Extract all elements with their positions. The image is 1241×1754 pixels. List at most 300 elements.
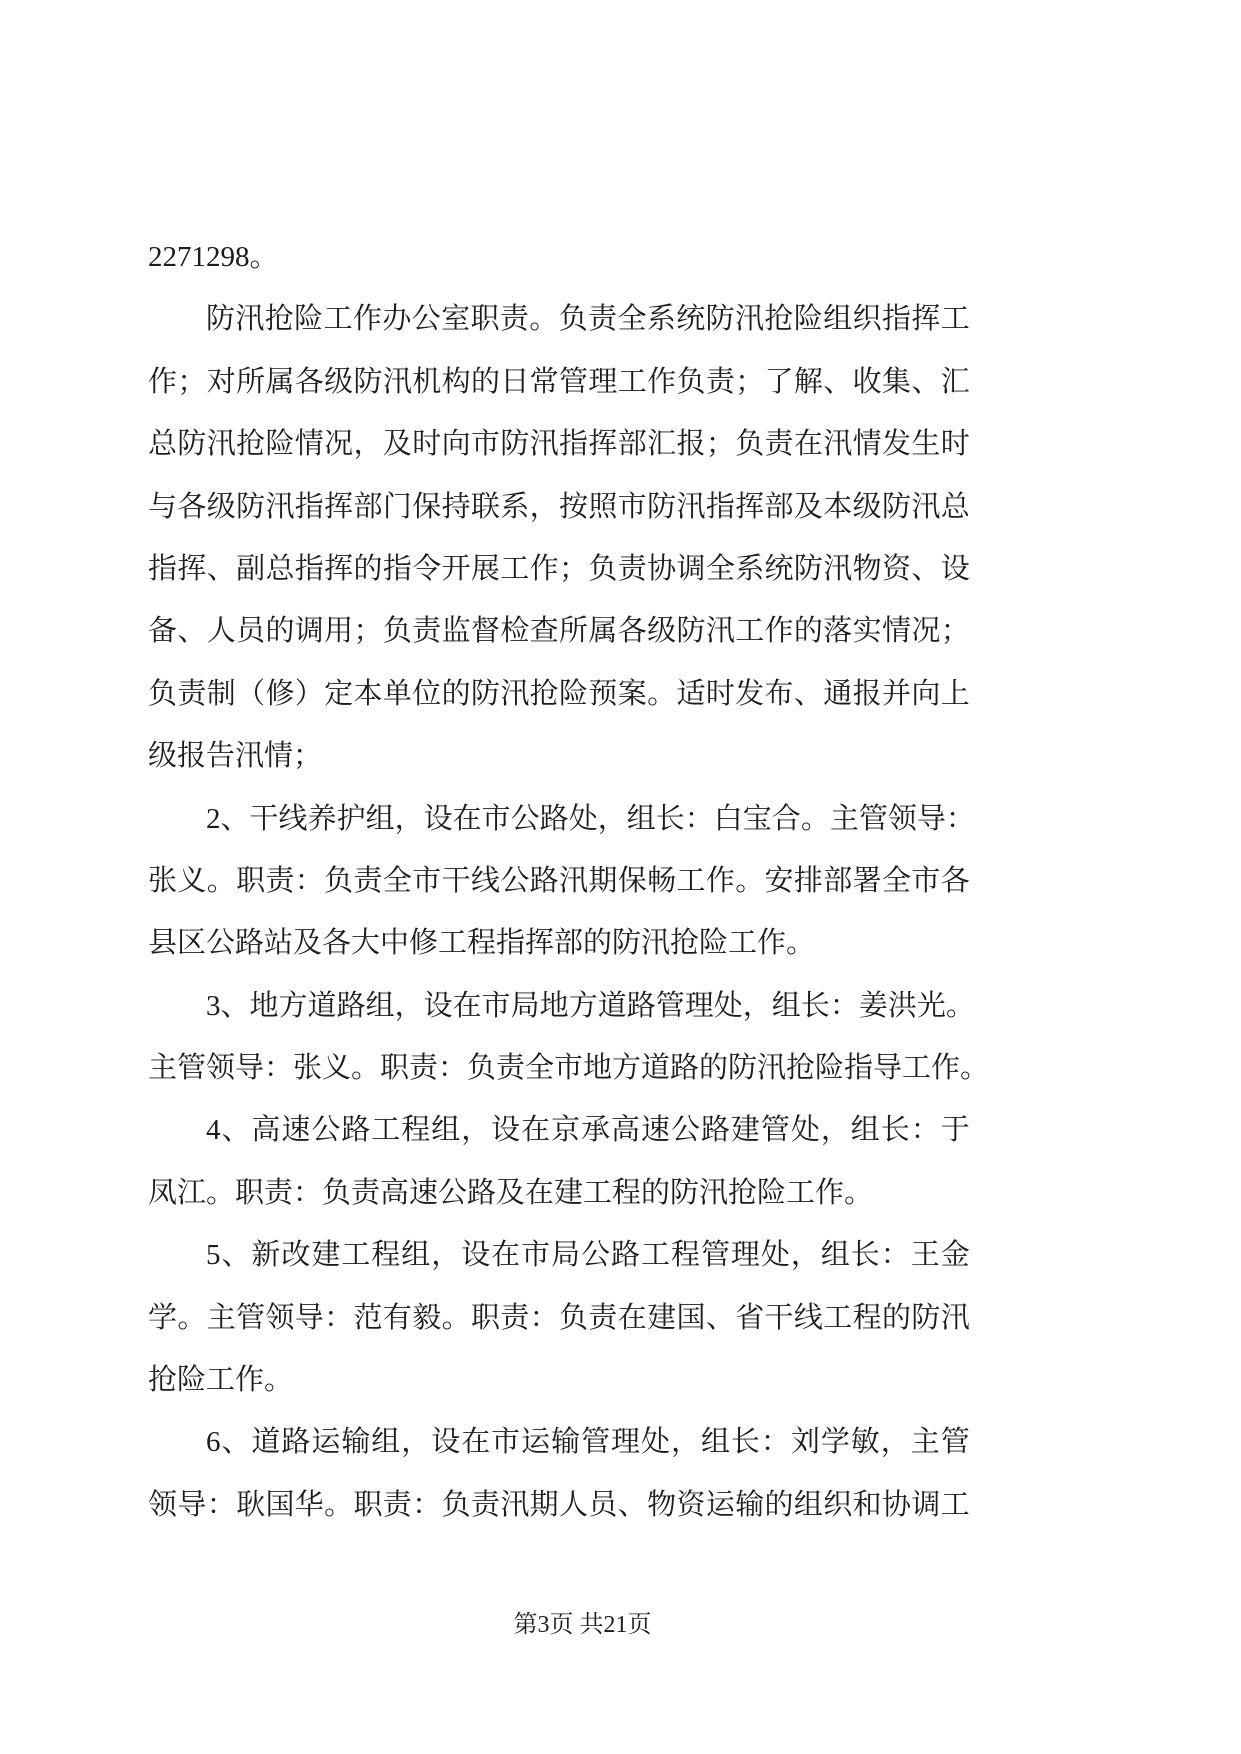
glyph: 工 [617, 365, 647, 398]
glyph: 路 [336, 989, 366, 1022]
glyph: 3 [206, 989, 221, 1022]
glyph: 所 [559, 615, 589, 648]
glyph: 华 [294, 1488, 324, 1521]
glyph: 署 [852, 864, 882, 897]
glyph: 挥 [177, 552, 207, 585]
glyph: 管 [236, 1301, 266, 1334]
glyph: 新 [251, 1239, 281, 1272]
glyph: 长 [655, 802, 685, 835]
glyph: 设 [431, 1426, 461, 1459]
glyph: 管 [559, 365, 589, 398]
glyph: 路 [626, 989, 656, 1022]
glyph: 组 [823, 303, 853, 336]
glyph: 及 [793, 490, 823, 523]
glyph: 防 [881, 490, 911, 523]
glyph: 公 [311, 1114, 341, 1147]
glyph: 级 [852, 490, 882, 523]
glyph: 和 [852, 1488, 882, 1521]
glyph: 工 [371, 1114, 401, 1147]
glyph: 路 [700, 1114, 730, 1147]
glyph: 系 [500, 490, 530, 523]
glyph: 程 [670, 1239, 700, 1272]
glyph: 工 [735, 615, 765, 648]
glyph: 的 [441, 677, 471, 710]
glyph: 责 [500, 1301, 530, 1334]
glyph: 的 [265, 615, 295, 648]
glyph: 备 [148, 615, 178, 648]
glyph: 保 [617, 864, 647, 897]
glyph: 防 [500, 428, 530, 461]
glyph: 线 [470, 864, 500, 897]
glyph: 管 [655, 989, 685, 1022]
text-line [148, 351, 970, 413]
glyph: 汛 [823, 428, 853, 461]
glyph: 发 [735, 677, 765, 710]
glyph: 、 [221, 1239, 251, 1272]
paragraph-phone-number [148, 226, 970, 288]
glyph: 所 [236, 365, 266, 398]
glyph: ： [206, 1488, 236, 1521]
glyph: 人 [206, 615, 236, 648]
glyph: 属 [588, 615, 618, 648]
glyph: 、 [220, 989, 250, 1022]
glyph: 5 [206, 1239, 221, 1272]
glyph: 输 [551, 1426, 581, 1459]
glyph: 管 [760, 1114, 790, 1147]
glyph: 运 [705, 1488, 735, 1521]
glyph: 市 [617, 490, 647, 523]
glyph: 部 [764, 490, 794, 523]
glyph: 方 [568, 989, 598, 1022]
glyph: 作 [705, 864, 735, 897]
glyph: 在 [452, 802, 482, 835]
glyph: 防 [705, 303, 735, 336]
glyph: 速 [281, 1114, 311, 1147]
glyph: 各 [617, 615, 647, 648]
glyph: 责 [353, 864, 383, 897]
glyph: 长 [730, 1426, 760, 1459]
glyph: 、 [793, 677, 823, 710]
glyph: 作 [529, 552, 559, 585]
glyph: 设 [461, 1239, 491, 1272]
glyph: 各 [940, 864, 970, 897]
glyph: 实 [852, 615, 882, 648]
text-line [148, 288, 970, 350]
glyph: 公 [510, 802, 540, 835]
paragraph-road-transport-group [148, 1411, 970, 1536]
glyph: ） [294, 677, 324, 710]
glyph: 市 [491, 1426, 521, 1459]
text-line: 主管领导：张义。职责：负责全市地方道路的防汛抢险指导工作。 [148, 1052, 990, 1085]
glyph: 市 [481, 989, 511, 1022]
glyph: 、 [177, 615, 207, 648]
glyph: 洪 [887, 989, 917, 1022]
glyph: 员 [236, 615, 266, 648]
glyph: 副 [236, 552, 266, 585]
glyph: 承 [581, 1114, 611, 1147]
glyph: 长 [800, 989, 830, 1022]
glyph: 按 [559, 490, 589, 523]
glyph: 指 [881, 303, 911, 336]
glyph: 况 [911, 615, 941, 648]
glyph: 。 [529, 303, 559, 336]
glyph: ； [559, 552, 589, 585]
glyph: 险 [559, 677, 589, 710]
glyph: 线 [793, 1301, 823, 1334]
glyph: ： [910, 1114, 940, 1147]
glyph: ； [705, 428, 735, 461]
glyph: 时 [412, 428, 442, 461]
glyph: 责 [470, 1488, 500, 1521]
glyph: ； [353, 615, 383, 648]
glyph: 排 [793, 864, 823, 897]
glyph: 在 [521, 1114, 551, 1147]
glyph: 长 [880, 1114, 910, 1147]
glyph: 、 [705, 1301, 735, 1334]
glyph: 。 [441, 1301, 471, 1334]
glyph: 监 [441, 615, 471, 648]
glyph: 汇 [940, 365, 970, 398]
glyph: 领 [887, 802, 917, 835]
glyph: 在 [452, 989, 482, 1022]
glyph: 持 [441, 490, 471, 523]
glyph: 作 [647, 365, 677, 398]
glyph: 部 [617, 428, 647, 461]
glyph: 办 [382, 303, 412, 336]
glyph: 管 [940, 1426, 970, 1459]
glyph: 、 [911, 552, 941, 585]
glyph: 道 [307, 989, 337, 1022]
glyph: 汇 [647, 428, 677, 461]
glyph: 。 [945, 989, 975, 1022]
glyph: 。 [647, 677, 677, 710]
glyph: 京 [551, 1114, 581, 1147]
glyph: 职 [236, 864, 266, 897]
glyph: 防 [470, 677, 500, 710]
glyph: 作 [352, 303, 382, 336]
glyph: 线 [278, 802, 308, 835]
glyph: 挥 [735, 490, 765, 523]
glyph: 组 [626, 802, 656, 835]
glyph: 设 [491, 1114, 521, 1147]
glyph: 工 [940, 1488, 970, 1521]
glyph: 单 [382, 677, 412, 710]
glyph: ， [742, 989, 772, 1022]
glyph: 公 [581, 1239, 611, 1272]
glyph: 责 [265, 864, 295, 897]
glyph: 作 [764, 615, 794, 648]
glyph: 方 [278, 989, 308, 1022]
glyph: 地 [249, 989, 279, 1022]
glyph: 汛 [911, 490, 941, 523]
glyph: 工 [641, 1239, 671, 1272]
glyph: 国 [676, 1301, 706, 1334]
glyph: 责 [499, 303, 529, 336]
glyph: 在 [461, 1426, 491, 1459]
glyph: 。 [324, 1488, 354, 1521]
glyph: 工 [676, 864, 706, 897]
glyph: 汛 [529, 428, 559, 461]
glyph: ： [529, 1301, 559, 1334]
glyph: 长 [850, 1239, 880, 1272]
glyph: 工 [940, 303, 970, 336]
glyph: 管 [858, 802, 888, 835]
glyph: 防 [647, 490, 677, 523]
glyph: 指 [294, 490, 324, 523]
glyph: 工 [341, 1239, 371, 1272]
glyph: 抢 [764, 303, 794, 336]
glyph: 理 [611, 1426, 641, 1459]
glyph: 市 [470, 428, 500, 461]
glyph: 管 [700, 1239, 730, 1272]
glyph: ， [401, 1426, 431, 1459]
glyph: 干 [764, 1301, 794, 1334]
glyph: 的 [470, 365, 500, 398]
glyph: 于 [940, 1114, 970, 1147]
glyph: 组 [850, 1114, 880, 1147]
glyph: 处 [713, 989, 743, 1022]
glyph: 、 [911, 365, 941, 398]
glyph: 路 [281, 1426, 311, 1459]
glyph: 速 [641, 1114, 671, 1147]
glyph: 刘 [790, 1426, 820, 1459]
glyph: 输 [341, 1426, 371, 1459]
glyph: 职 [470, 1301, 500, 1334]
glyph: 指 [559, 428, 589, 461]
glyph: 期 [529, 1488, 559, 1521]
glyph: 4 [206, 1114, 221, 1147]
text-line [148, 850, 970, 912]
glyph: 负 [382, 615, 412, 648]
glyph: 局 [510, 989, 540, 1022]
glyph: 防 [676, 615, 706, 648]
glyph: 建 [311, 1239, 341, 1272]
glyph: 负 [324, 864, 354, 897]
glyph: 时 [705, 677, 735, 710]
glyph: 责 [764, 428, 794, 461]
glyph: 地 [539, 989, 569, 1022]
glyph: 检 [500, 615, 530, 648]
glyph: 防 [177, 428, 207, 461]
glyph: 有 [382, 1301, 412, 1334]
glyph: 处 [641, 1426, 671, 1459]
text-line [148, 788, 975, 850]
glyph: 道 [251, 1426, 281, 1459]
glyph: 、 [617, 1488, 647, 1521]
glyph: 理 [588, 365, 618, 398]
glyph: 汛 [500, 677, 530, 710]
glyph: 组 [700, 1426, 730, 1459]
glyph: 汛 [206, 428, 236, 461]
glyph: 期 [588, 864, 618, 897]
glyph: 路 [539, 802, 569, 835]
glyph: 运 [521, 1426, 551, 1459]
glyph: 干 [441, 864, 471, 897]
glyph: 工 [500, 552, 530, 585]
glyph: 合 [771, 802, 801, 835]
text-line [148, 975, 975, 1037]
text-line: 抢险工作。 [148, 1364, 294, 1397]
glyph: 情 [881, 615, 911, 648]
glyph: 组 [771, 989, 801, 1022]
text-line: 2271298。 [148, 241, 279, 273]
glyph: 责 [705, 365, 735, 398]
glyph: ， [880, 1426, 910, 1459]
glyph: 解 [793, 365, 823, 398]
glyph: 、 [823, 365, 853, 398]
glyph: 负 [148, 677, 178, 710]
glyph: 义 [177, 864, 207, 897]
glyph: 级 [206, 490, 236, 523]
text-line: 县区公路站及各大中修工程指挥部的防汛抢险工作。 [148, 927, 816, 960]
glyph: 挥 [324, 490, 354, 523]
glyph: 公 [500, 864, 530, 897]
glyph: 汛 [735, 303, 765, 336]
glyph: 学 [148, 1301, 178, 1334]
glyph: 汛 [500, 1488, 530, 1521]
glyph: 常 [529, 365, 559, 398]
glyph: 高 [611, 1114, 641, 1147]
glyph: 生 [911, 428, 941, 461]
glyph: 联 [470, 490, 500, 523]
glyph: 公 [411, 303, 441, 336]
glyph: 用 [324, 615, 354, 648]
glyph: ： [324, 1301, 354, 1334]
text-line [148, 1287, 970, 1349]
glyph: 责 [617, 552, 647, 585]
glyph: 与 [148, 490, 178, 523]
glyph: 向 [441, 428, 471, 461]
glyph: ， [670, 1426, 700, 1459]
glyph: 工 [323, 303, 353, 336]
glyph: 向 [911, 677, 941, 710]
glyph: 、 [206, 552, 236, 585]
glyph: 定 [324, 677, 354, 710]
glyph: 负 [588, 552, 618, 585]
glyph: 报 [852, 677, 882, 710]
glyph: 资 [676, 1488, 706, 1521]
glyph: 上 [940, 677, 970, 710]
glyph: 并 [881, 677, 911, 710]
glyph: 负 [735, 428, 765, 461]
glyph: 防 [793, 552, 823, 585]
glyph: 安 [764, 864, 794, 897]
glyph: 令 [412, 552, 442, 585]
glyph: 属 [265, 365, 295, 398]
glyph: 责 [588, 303, 618, 336]
glyph: 抢 [236, 428, 266, 461]
glyph: 养 [307, 802, 337, 835]
glyph: 统 [764, 552, 794, 585]
glyph: 、 [221, 1114, 251, 1147]
glyph: 保 [412, 490, 442, 523]
glyph: 领 [265, 1301, 295, 1334]
glyph: 建 [730, 1114, 760, 1147]
paragraph-local-road-group [148, 975, 990, 1100]
glyph: 理 [730, 1239, 760, 1272]
glyph: 全 [881, 864, 911, 897]
glyph: 部 [823, 864, 853, 897]
document-body [148, 226, 990, 1536]
glyph: 干 [249, 802, 279, 835]
glyph: 组 [820, 1239, 850, 1272]
paragraph-reconstruction-group [148, 1224, 970, 1411]
glyph: 时 [940, 428, 970, 461]
glyph: 市 [911, 864, 941, 897]
glyph: 预 [588, 677, 618, 710]
glyph: ， [461, 1114, 491, 1147]
glyph: 系 [735, 552, 765, 585]
glyph: 汛 [676, 490, 706, 523]
glyph: ， [394, 802, 424, 835]
glyph: 了 [764, 365, 794, 398]
glyph: 对 [206, 365, 236, 398]
glyph: 负 [676, 365, 706, 398]
glyph: 组 [365, 989, 395, 1022]
glyph: 指 [382, 552, 412, 585]
glyph: 光 [916, 989, 946, 1022]
glyph: 情 [852, 428, 882, 461]
glyph: 路 [529, 864, 559, 897]
glyph: 张 [148, 864, 178, 897]
glyph: ： [829, 989, 859, 1022]
glyph: 本 [353, 677, 383, 710]
glyph: 本 [823, 490, 853, 523]
glyph: 汛 [823, 552, 853, 585]
glyph: 系 [646, 303, 676, 336]
text-line [148, 413, 970, 475]
glyph: ： [294, 864, 324, 897]
glyph: 职 [353, 1488, 383, 1521]
glyph: 的 [353, 552, 383, 585]
glyph: 护 [336, 802, 366, 835]
glyph: ： [760, 1426, 790, 1459]
glyph: 的 [793, 615, 823, 648]
page-number-footer: 第3页 共21页 [513, 1612, 652, 1638]
text-line [148, 1411, 970, 1473]
glyph: 6 [206, 1426, 221, 1459]
glyph: 织 [852, 303, 882, 336]
glyph: 的 [881, 1301, 911, 1334]
glyph: 落 [823, 615, 853, 648]
glyph: 在 [491, 1239, 521, 1272]
glyph: 案 [617, 677, 647, 710]
glyph: 级 [324, 365, 354, 398]
glyph: 组 [401, 1239, 431, 1272]
glyph: 全 [382, 864, 412, 897]
glyph: 、 [221, 1426, 251, 1459]
glyph: 处 [568, 802, 598, 835]
glyph: 织 [823, 1488, 853, 1521]
glyph: 市 [412, 864, 442, 897]
glyph: 汛 [705, 615, 735, 648]
glyph: 组 [793, 1488, 823, 1521]
text-line: 凤江。职责：负责高速公路及在建工程的防汛抢险工作。 [148, 1176, 874, 1209]
glyph: 责 [382, 1488, 412, 1521]
glyph: 集 [881, 365, 911, 398]
glyph: 路 [341, 1114, 371, 1147]
paragraph-expressway-group [148, 1099, 970, 1224]
glyph: 挥 [324, 552, 354, 585]
glyph: 局 [551, 1239, 581, 1272]
glyph: 发 [881, 428, 911, 461]
glyph: 抢 [264, 303, 294, 336]
glyph: ， [597, 802, 627, 835]
glyph: ： [684, 802, 714, 835]
glyph: 导 [916, 802, 946, 835]
glyph: 2 [206, 802, 221, 835]
glyph: 白 [713, 802, 743, 835]
